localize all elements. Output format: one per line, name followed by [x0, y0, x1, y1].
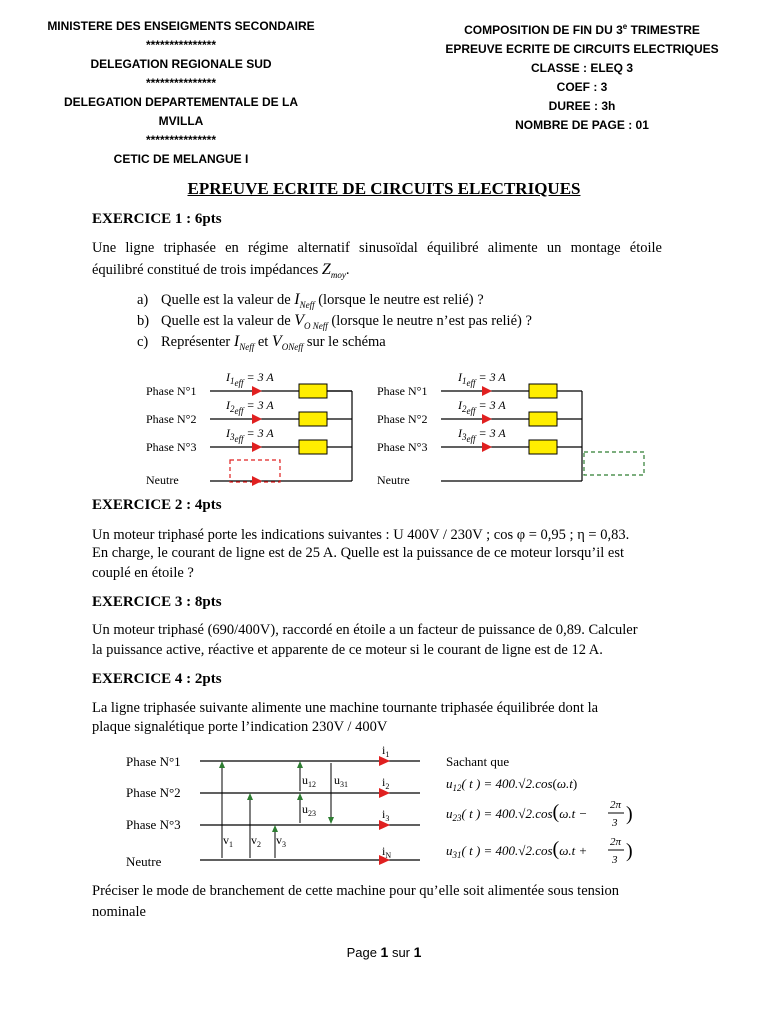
ex3-heading: EXERCICE 3 : 8pts — [92, 594, 222, 610]
delegation-label: DELEGATION REGIONALE SUD — [90, 57, 272, 71]
school-label: CETIC DE MELANGUE I — [113, 152, 249, 166]
separator: *************** — [145, 76, 217, 90]
fraction-denominator: 3 — [612, 817, 618, 829]
phase1-label: Phase N°1 — [126, 754, 181, 769]
fraction-numerator: 2π — [610, 799, 622, 811]
phase1-label: Phase N°1 — [377, 384, 428, 398]
ex1-line2: équilibré constitué de trois impédances $Z_{moy}$. — [92, 261, 350, 280]
load-impedance-3 — [299, 440, 327, 454]
ex1-line1: Une ligne triphasée en régime alternatif sinusoïdal équilibré alimente un montage étoile — [92, 240, 662, 256]
phase3-label: Phase N°3 — [126, 817, 181, 832]
close-paren: ) — [626, 803, 633, 825]
i3-label: $I_3eff = 3$ A — [458, 426, 506, 444]
load-impedance-1 — [529, 384, 557, 398]
neutre-label: Neutre — [377, 473, 410, 487]
three-phase-star-schematic — [140, 366, 660, 490]
i1-label: $I_1eff = 3$ A — [226, 370, 274, 388]
coef-label: COEF : 3 — [556, 80, 608, 94]
ex1-heading: EXERCICE 1 : 6pts — [92, 211, 222, 227]
u12-label: $u_{12}$ — [302, 773, 316, 789]
voltage-arrow — [297, 793, 303, 800]
equation-u23: $u_{23}$( t ) = 400.√2.cos(ω.t − — [446, 801, 588, 823]
phase3-label: Phase N°3 — [377, 440, 428, 454]
ex2-line1: Un moteur triphasé porte les indications suivantes : U 400V / 230V ; cos φ = 0,95 ; η = 0,83. — [92, 527, 630, 543]
ex4-heading: EXERCICE 4 : 2pts — [92, 671, 222, 687]
equation-u12: $u_{12}$( t ) = 400.√2.cos(ω.t) — [446, 776, 578, 793]
voltage-arrow — [297, 761, 303, 768]
load-impedance-2 — [529, 412, 557, 426]
i2-label: $i_2$ — [382, 775, 390, 791]
header-right — [432, 17, 732, 135]
ex2-line2: En charge, le courant de ligne est de 25 A. Quelle est la puissance de ce moteur lorsqu’il est — [92, 545, 625, 561]
page-title: EPREUVE ECRITE DE CIRCUITS ELECTRIQUES — [187, 179, 581, 198]
ex4-line1: La ligne triphasée suivante alimente une machine tournante triphasée équilibrée dont la — [92, 700, 599, 716]
v3-label: $v_3$ — [276, 833, 286, 849]
current-arrow — [252, 414, 262, 424]
current-arrow — [482, 414, 492, 424]
ex1-question-c: c) Représenter $I_{Neff}$ et $V_{ONeff}$ sur le schéma — [137, 333, 386, 352]
fraction-numerator: 2π — [610, 836, 622, 848]
classe-label: CLASSE : ELEQ 3 — [530, 61, 634, 75]
fraction-denominator: 3 — [612, 854, 618, 866]
dept-label-line2: MVILLA — [158, 114, 204, 128]
load-impedance-3 — [529, 440, 557, 454]
i3-label: $I_3eff = 3$ A — [226, 426, 274, 444]
line-voltage-schematic — [120, 740, 650, 872]
separator: *************** — [145, 133, 217, 147]
equation-u31: $u_{31}$( t ) = 400.√2.cos(ω.t + — [446, 838, 588, 860]
composition-label: COMPOSITION DE FIN DU 3e TRIMESTRE — [464, 22, 700, 37]
phase1-label: Phase N°1 — [146, 384, 197, 398]
duree-label: DUREE : 3h — [548, 99, 616, 113]
dept-label-line1: DELEGATION DEPARTEMENTALE DE LA — [64, 95, 298, 109]
current-arrow — [482, 386, 492, 396]
voltage-arrow — [247, 793, 253, 800]
close-paren: ) — [626, 840, 633, 862]
in-label: $i_N$ — [382, 844, 392, 860]
v2-label: $v_2$ — [251, 833, 261, 849]
voltage-arrow — [272, 825, 278, 832]
current-arrow — [252, 476, 262, 486]
i3-label: $i_3$ — [382, 807, 390, 823]
sachant-label: Sachant que — [446, 754, 510, 769]
u31-label: $u_{31}$ — [334, 773, 348, 789]
ex1-question-a: a) Quelle est la valeur de $I_{Neff}$ (lorsque le neutre est relié) ? — [137, 291, 484, 310]
current-arrow — [252, 386, 262, 396]
i2-label: $I_2eff = 3$ A — [458, 398, 506, 416]
phase2-label: Phase N°2 — [377, 412, 428, 426]
ex1-question-b: b) Quelle est la valeur de $V_{O Neff}$ (lorsque le neutre n’est pas relié) ? — [137, 312, 532, 331]
epreuve-label: EPREUVE ECRITE DE CIRCUITS ELECTRIQUES — [445, 42, 719, 56]
phase3-label: Phase N°3 — [146, 440, 197, 454]
header-left — [40, 17, 322, 169]
neutre-label: Neutre — [126, 854, 162, 869]
ex2-heading: EXERCICE 2 : 4pts — [92, 497, 222, 513]
separator: *************** — [145, 38, 217, 52]
ministry-label: MINISTERE DES ENSEIGMENTS SECONDAIRE — [47, 19, 315, 33]
load-impedance-1 — [299, 384, 327, 398]
ex3-line1: Un moteur triphasé (690/400V), raccordé en étoile a un facteur de puissance de 0,89. Calculer — [92, 622, 638, 638]
page-footer: Page 1 sur 1 — [346, 944, 422, 960]
i1-label: $i_1$ — [382, 743, 390, 759]
phase2-label: Phase N°2 — [146, 412, 197, 426]
u23-label: $u_{23}$ — [302, 802, 316, 818]
ex4-line2: plaque signalétique porte l’indication 230V / 400V — [92, 719, 388, 735]
load-impedance-2 — [299, 412, 327, 426]
current-arrow — [482, 442, 492, 452]
v1-label: $v_1$ — [223, 833, 233, 849]
neutre-label: Neutre — [146, 473, 179, 487]
current-arrow — [252, 442, 262, 452]
voltage-arrow — [328, 817, 334, 824]
pages-label: NOMBRE DE PAGE : 01 — [515, 118, 649, 132]
answer-box-voneff — [584, 452, 644, 475]
i1-label: $I_1eff = 3$ A — [458, 370, 506, 388]
ex4-instruction-line1: Préciser le mode de branchement de cette machine pour qu’elle soit alimentée sous tension — [92, 883, 620, 899]
ex4-instruction-line2: nominale — [92, 904, 146, 920]
ex3-line2: la puissance active, réactive et apparente de ce moteur si le courant de ligne est de 12 A. — [92, 642, 603, 658]
phase2-label: Phase N°2 — [126, 785, 181, 800]
i2-label: $I_2eff = 3$ A — [226, 398, 274, 416]
ex2-line3: couplé en étoile ? — [92, 565, 194, 581]
voltage-arrow — [219, 761, 225, 768]
